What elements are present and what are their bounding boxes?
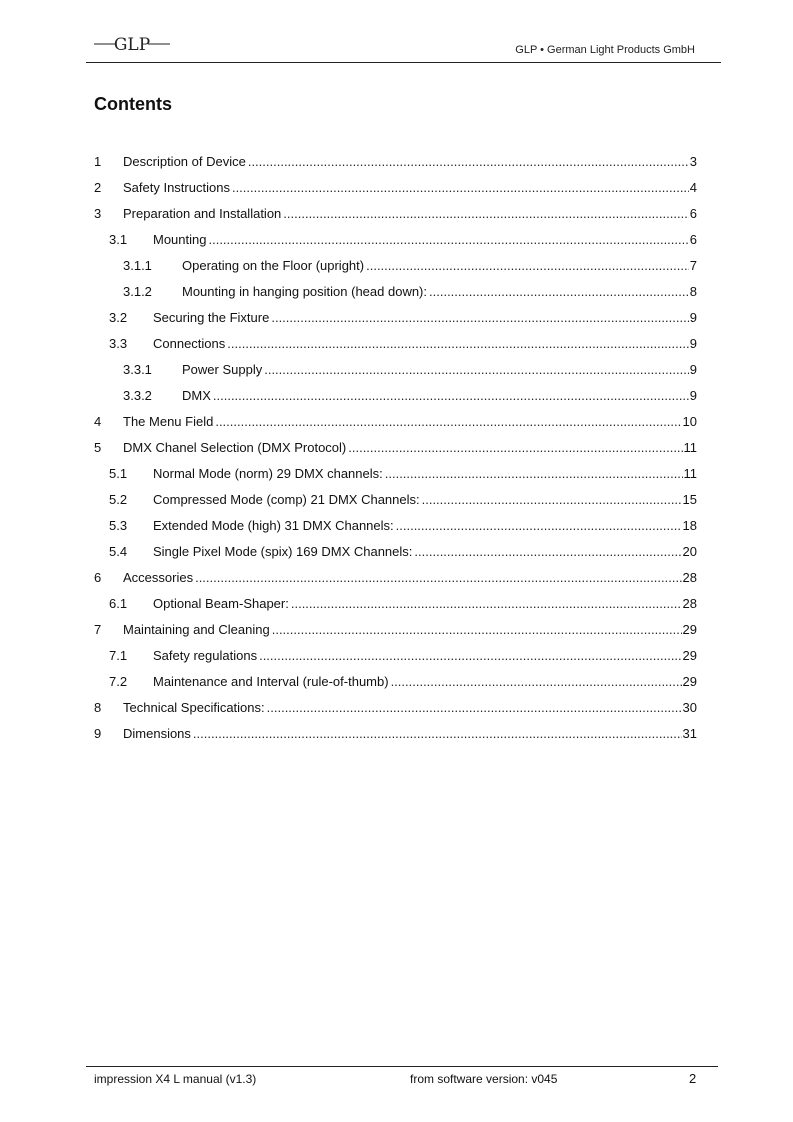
toc-entry-number: 3.2: [109, 309, 128, 325]
toc-entry-title[interactable]: Securing the Fixture: [153, 309, 270, 325]
toc-entry-number: 8: [94, 699, 102, 715]
toc-dot-leader: [429, 284, 689, 299]
toc-entry-number: 1: [94, 153, 102, 169]
toc-entry[interactable]: [94, 174, 697, 200]
toc-entry[interactable]: [94, 590, 697, 616]
table-of-contents: [94, 148, 697, 746]
toc-entry-number: 3.3: [109, 335, 128, 351]
toc-entry-page[interactable]: 10: [682, 413, 697, 429]
toc-entry[interactable]: [94, 642, 697, 668]
toc-entry[interactable]: [94, 564, 697, 590]
toc-entry[interactable]: [94, 252, 697, 278]
toc-entry-title[interactable]: The Menu Field: [123, 413, 214, 429]
toc-dot-leader: [414, 544, 681, 559]
toc-dot-leader: [366, 258, 689, 273]
toc-entry-page[interactable]: 18: [682, 517, 697, 533]
toc-dot-leader: [422, 492, 682, 507]
toc-entry-number: 3.1: [109, 231, 128, 247]
toc-entry[interactable]: [94, 356, 697, 382]
toc-entry-number: 5.3: [109, 517, 128, 533]
toc-entry[interactable]: [94, 720, 697, 746]
toc-entry-page[interactable]: 8: [689, 283, 697, 299]
toc-entry[interactable]: [94, 382, 697, 408]
toc-entry[interactable]: [94, 512, 697, 538]
toc-entry-number: 5.1: [109, 465, 128, 481]
toc-entry[interactable]: [94, 148, 697, 174]
toc-entry-title[interactable]: Accessories: [123, 569, 194, 585]
toc-entry-page[interactable]: 9: [689, 309, 697, 325]
toc-entry[interactable]: [94, 226, 697, 252]
toc-entry-number: 5: [94, 439, 102, 455]
toc-entry-page[interactable]: 11: [683, 439, 697, 455]
toc-entry-page[interactable]: 30: [682, 699, 697, 715]
toc-entry-page[interactable]: 31: [682, 725, 697, 741]
toc-entry-title[interactable]: Safety Instructions: [123, 179, 230, 195]
toc-dot-leader: [264, 362, 689, 377]
toc-entry-number: 3.3.1: [123, 361, 152, 377]
toc-entry-page[interactable]: 4: [689, 179, 697, 195]
toc-entry-page[interactable]: 6: [689, 205, 697, 221]
toc-entry-title[interactable]: Mounting in hanging position (head down):: [182, 283, 428, 299]
footer-software-version: from software version: v045: [410, 1072, 558, 1086]
toc-entry[interactable]: [94, 304, 697, 330]
footer-rule: [86, 1066, 718, 1067]
toc-entry-page[interactable]: 28: [682, 569, 697, 585]
toc-entry-number: 7.1: [109, 647, 128, 663]
footer-manual-title: impression X4 L manual (v1.3): [94, 1072, 257, 1086]
page-title: Contents: [94, 94, 172, 114]
toc-entry-title[interactable]: Optional Beam-Shaper:: [153, 595, 289, 611]
toc-dot-leader: [195, 570, 681, 585]
toc-entry-title[interactable]: Technical Specifications:: [123, 699, 265, 715]
toc-entry-title[interactable]: Power Supply: [182, 361, 263, 377]
toc-entry-page[interactable]: 29: [682, 647, 697, 663]
toc-entry[interactable]: [94, 538, 697, 564]
toc-entry[interactable]: [94, 330, 697, 356]
toc-entry[interactable]: [94, 486, 697, 512]
toc-entry-page[interactable]: 28: [682, 595, 697, 611]
toc-entry-title[interactable]: Maintenance and Interval (rule-of-thumb): [153, 673, 389, 689]
toc-dot-leader: [213, 388, 689, 403]
toc-entry[interactable]: [94, 408, 697, 434]
toc-entry-number: 9: [94, 725, 102, 741]
toc-entry[interactable]: [94, 616, 697, 642]
company-name: [515, 44, 695, 56]
toc-entry-page[interactable]: 29: [682, 673, 697, 689]
toc-entry-title[interactable]: Compressed Mode (comp) 21 DMX Channels:: [153, 491, 420, 507]
toc-dot-leader: [193, 726, 682, 741]
toc-entry-page[interactable]: 3: [689, 153, 697, 169]
toc-entry-number: 3.3.2: [123, 387, 152, 403]
toc-entry-page[interactable]: 9: [689, 361, 697, 377]
toc-entry-title[interactable]: Connections: [153, 335, 226, 351]
toc-dot-leader: [283, 206, 688, 221]
toc-entry-title[interactable]: Extended Mode (high) 31 DMX Channels:: [153, 517, 394, 533]
toc-dot-leader: [396, 518, 682, 533]
toc-entry-page[interactable]: 15: [682, 491, 697, 507]
toc-entry-number: 5.2: [109, 491, 128, 507]
toc-entry-title[interactable]: Operating on the Floor (upright): [182, 257, 365, 273]
toc-entry-title[interactable]: Maintaining and Cleaning: [123, 621, 270, 637]
toc-entry-page[interactable]: 9: [689, 387, 697, 403]
toc-entry-page[interactable]: 6: [689, 231, 697, 247]
toc-entry[interactable]: [94, 460, 697, 486]
glp-logo: [92, 28, 172, 62]
toc-entry-title[interactable]: Single Pixel Mode (spix) 169 DMX Channels:: [153, 543, 413, 559]
toc-dot-leader: [227, 336, 688, 351]
toc-entry-page[interactable]: 7: [689, 257, 697, 273]
toc-entry[interactable]: [94, 434, 697, 460]
toc-entry-number: 4: [94, 413, 102, 429]
toc-dot-leader: [271, 310, 688, 325]
toc-dot-leader: [215, 414, 681, 429]
toc-entry-title[interactable]: Dimensions: [123, 725, 191, 741]
toc-entry-number: 5.4: [109, 543, 128, 559]
toc-entry-title[interactable]: Preparation and Installation: [123, 205, 282, 221]
toc-dot-leader: [291, 596, 682, 611]
toc-dot-leader: [248, 154, 689, 169]
toc-entry-title[interactable]: Description of Device: [123, 153, 246, 169]
toc-entry-number: 7: [94, 621, 102, 637]
toc-entry-title[interactable]: Normal Mode (norm) 29 DMX channels:: [153, 465, 383, 481]
toc-entry-number: 7.2: [109, 673, 128, 689]
toc-entry-number: 3: [94, 205, 102, 221]
toc-dot-leader: [208, 232, 688, 247]
toc-entry-title[interactable]: Safety regulations: [153, 647, 258, 663]
toc-dot-leader: [391, 674, 682, 689]
toc-dot-leader: [232, 180, 689, 195]
toc-entry[interactable]: [94, 200, 697, 226]
toc-dot-leader: [348, 440, 682, 455]
toc-entry-page[interactable]: 29: [682, 621, 697, 637]
toc-entry-title[interactable]: DMX: [182, 387, 211, 403]
toc-entry-number: 6: [94, 569, 102, 585]
toc-dot-leader: [385, 466, 683, 481]
toc-dot-leader: [272, 622, 682, 637]
header-rule: [86, 62, 721, 63]
toc-dot-leader: [267, 700, 682, 715]
toc-entry[interactable]: [94, 694, 697, 720]
footer-page-number: 2: [689, 1071, 697, 1086]
toc-dot-leader: [259, 648, 681, 663]
toc-entry-number: 3.1.1: [123, 257, 152, 273]
toc-entry[interactable]: [94, 278, 697, 304]
logo-text: GLP: [113, 35, 151, 55]
toc-entry-number: 6.1: [109, 595, 128, 611]
company-name-text: GLP • German Light Products GmbH: [515, 44, 695, 56]
toc-entry-page[interactable]: 9: [689, 335, 697, 351]
toc-entry-number: 2: [94, 179, 102, 195]
toc-entry-page[interactable]: 20: [682, 543, 697, 559]
toc-entry[interactable]: [94, 668, 697, 694]
toc-entry-page[interactable]: 11: [683, 465, 697, 481]
toc-entry-number: 3.1.2: [123, 283, 152, 299]
toc-entry-title[interactable]: DMX Chanel Selection (DMX Protocol): [123, 439, 347, 455]
toc-entry-title[interactable]: Mounting: [153, 231, 207, 247]
